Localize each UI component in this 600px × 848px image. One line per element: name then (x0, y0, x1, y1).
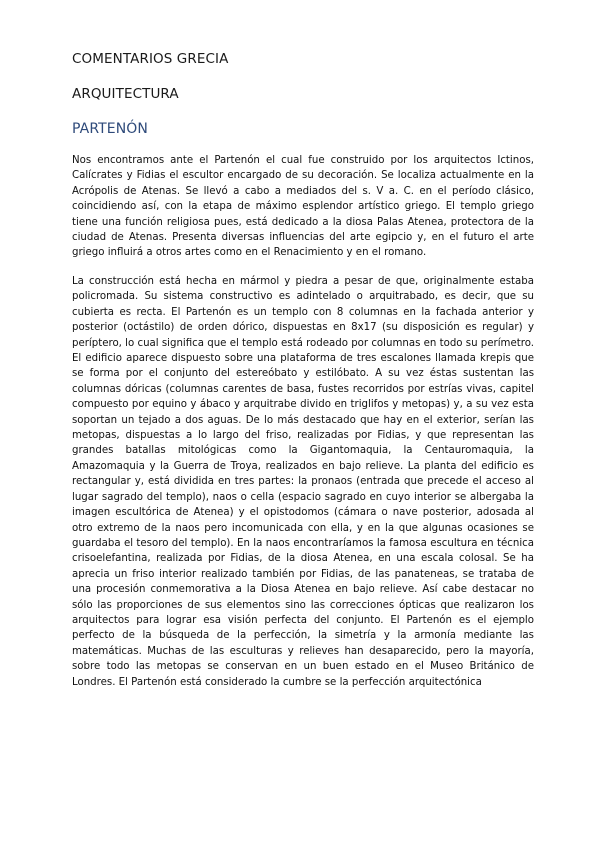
subsection-heading: PARTENÓN (72, 121, 148, 137)
section-heading: ARQUITECTURA (72, 86, 179, 102)
paragraph-introduction: Nos encontramos ante el Partenón el cual fue construido por los arquitectos Ictinos, Calícrates y Fidias el escultor encargado de su decoración. Se localiza actualmente en la Acrópolis de Atenas. Se llevó a cabo a mediados del s. V a. C. en el período clásico, coincidiendo así, con la etapa de máximo esplendor artístico griego. El templo griego tiene una función religiosa pues, está dedicado a la diosa Palas Atenea, protectora de la ciudad de Atenas. Presenta diversas influencias del arte egipcio y, en el futuro el arte griego influirá a otros artes como en el Renacimiento y en el romano. (72, 155, 534, 259)
document-title: COMENTARIOS GRECIA (72, 51, 229, 67)
paragraph-construction: La construcción está hecha en mármol y piedra a pesar de que, originalmente estaba policromada. Su sistema constructivo es adintelado o arquitrabado, es decir, que su cubierta es recta. El Partenón es un templo con 8 columnas en la fachada anterior y posterior (octástilo) de orden dórico, dispuestas en 8x17 (su disposición es regular) y períptero, lo cual significa que el templo está rodeado por columnas en todo su perímetro. El edificio aparece dispuesto sobre una plataforma de tres escalones llamada krepis que se forma por el conjunto del estereóbato y estilóbato. A su vez éstas sustentan las columnas dóricas (columnas carentes de basa, fustes recorridos por estrías vivas, capitel compuesto por equino y ábaco y arquitrabe divido en triglifos y metopas) y, a su vez esta soportan un tejado a dos aguas. De lo más destacado que hay en el exterior, serían las metopas, dispuestas a lo largo del friso, realizadas por Fidias, y que representan las grandes batallas mitológicas como la Gigantomaquia, la Centauromaquia, la Amazomaquia y la Guerra de Troya, realizados en bajo relieve. La planta del edificio es rectangular y, está dividida en tres partes: la pronaos (entrada que precede el acceso al lugar sagrado del templo), naos o cella (espacio sagrado en cuyo interior se albergaba la imagen escultórica de Atenea) y el opistodomos (cámara o nave posterior, adosada al otro extremo de la naos pero incomunicada con ella, y en la que algunas ocasiones se guardaba el tesoro del templo). En la naos encontraríamos la famosa escultura en técnica crisoelefantina, realizada por Fidias, de la diosa Atenea, en una escala colosal. Se ha aprecia un friso interior realizado también por Fidias, de las panateneas, se trataba de una procesión conmemorativa a la Diosa Atenea en bajo relieve. Así cabe destacar no sólo las proporciones de sus elementos sino las correcciones ópticas que realizaron los arquitectos para lograr esa visión perfecta del conjunto. El Partenón es el ejemplo perfecto de la búsqueda de la perfección, la simetría y la armonía mediante las matemáticas. Muchas de las esculturas y relieves han desaparecido, pero la mayoría, sobre todo las metopas se conservan en un buen estado en el Museo Británico de Londres. El Partenón está considerado la cumbre se la perfección arquitectónica (72, 276, 534, 688)
